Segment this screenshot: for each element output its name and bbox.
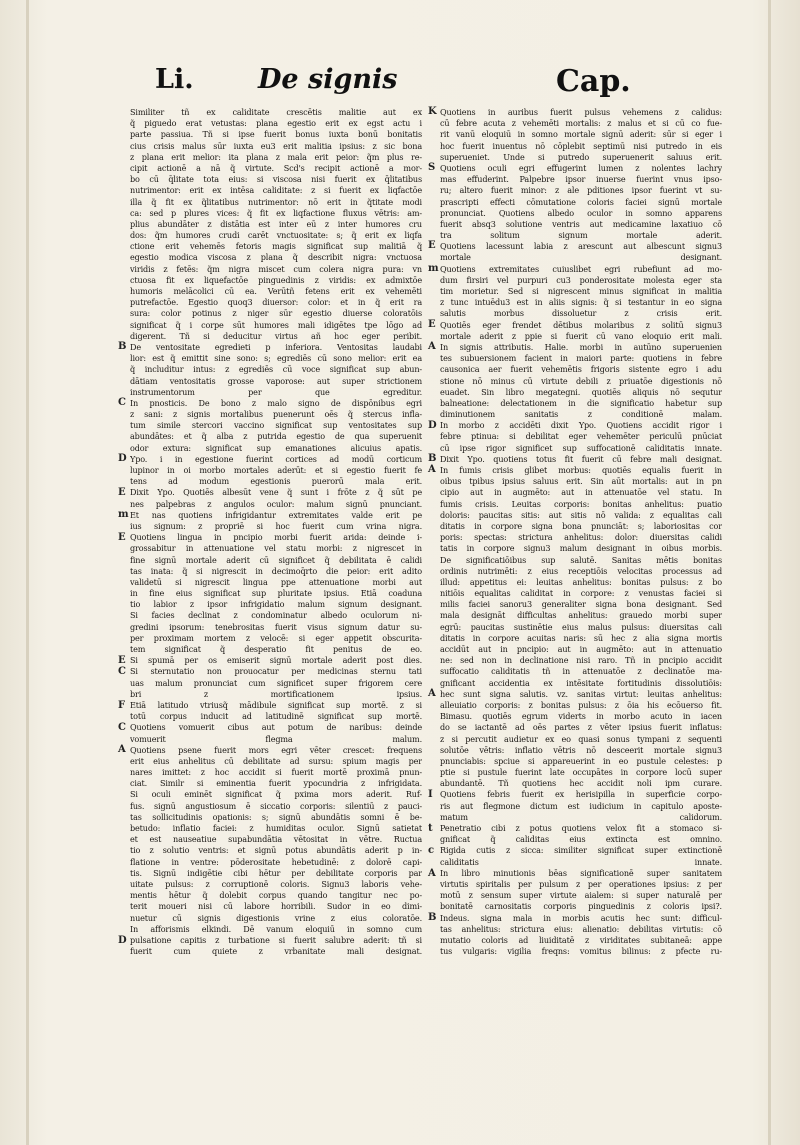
text-line: tra solitum signum mortale aderit. <box>440 230 722 241</box>
text-line: balneatione: delectationem in die significatio habetur sup <box>440 397 722 408</box>
text-line: Similiter tñ ex caliditate crescētis malitie aut ex <box>130 107 422 117</box>
text-line: Quotiēs eger frendet dētibus molaribus z solitū signu3 <box>440 319 722 330</box>
text-line: fus. signū angustiosum ē siccatio corporis: silentiū z pauci- <box>130 800 422 811</box>
text-line: ne: sed non in declinatione nisi raro. Tñ in pncipio accidit <box>440 655 722 666</box>
text-line: tus vulgaris: vigilia freqns: vomitus bilinus: z pfecte ru- <box>440 946 722 957</box>
text-line: tum simile stercori vaccino significat sup ventositates sup <box>130 420 422 431</box>
text-line: egrū: paucitas sustinētie eius malus pulsus: diuersitas cali <box>440 621 722 632</box>
text-line: fuerit cum quiete z vrbanitate mali designat. <box>130 946 422 957</box>
text-line: pronunciat. Quotiens albedo oculor in somno apparens <box>440 207 722 218</box>
text-line: hoc fuerit inuentus nō cōplebit septimū nisi putredo in eis <box>440 140 722 151</box>
text-line: Quotiens lingua in pncipio morbi fuerit arida: deinde i- <box>130 532 422 543</box>
text-line: Bimasu. quotiēs egrum viderts in morbo acuto in iacen <box>440 711 722 722</box>
text-line: et est nauseatiue supabundātia vētositat in vētre. Ructua <box>130 834 422 845</box>
text-line: matum calidorum. <box>440 811 722 822</box>
text-line: mala designāt difficultas anhelitus: grauedo morbi super <box>440 610 722 621</box>
text-line: In afforismis elkindi. Dē vanum eloquiū in somno cum <box>130 923 422 934</box>
text-line: cū ipse rigor significet sup suffocationē caliditatis innate. <box>440 442 722 453</box>
text-line: Quotiens extremitates cuiuslibet egri rubefiunt ad mo- <box>440 263 722 274</box>
text-line: Quotiens febris fuerit ex herisipilla in superficie corpo- <box>440 789 722 800</box>
text-line: cipio aut in augmēto: aut in attenuatōe vel statu. In <box>440 487 722 498</box>
text-line: rit vanū eloquiū in somno mortale signū aderit: sūr si eger i <box>440 129 722 140</box>
text-line: tas anhelitus: strictura eius: alienatio: debilitas virtutis: cō <box>440 923 722 934</box>
text-line: pnunciabis: spciue si appareuerint in eo pustule celestes: p <box>440 755 722 766</box>
text-line: egestio modica viscosa z plana q̃ describit nigra: vnctuosa <box>130 252 422 263</box>
text-line: mentis hētur q̃ dolebit corpus quando tangitur nec po- <box>130 890 422 901</box>
text-line: nitiōis equalitas caliditat in corpore: z venustas faciei si <box>440 588 722 599</box>
text-line: ptie si pustule fuerint late occupātes in corpore locū super <box>440 767 722 778</box>
marginal-letter: A <box>428 464 436 476</box>
text-line: nes palpebras z angulos oculor: malum signū pnunciant. <box>130 498 422 509</box>
text-line: diminutionem sanitatis z conditionē malam. <box>440 409 722 420</box>
text-line: in fine eius significat sup pluritate ipsius. Etiā coaduna <box>130 588 422 599</box>
text-line: bri z mortificationem ipsius. <box>130 688 422 699</box>
text-line: Quotiens in auribus fuerit pulsus vehemens z calidus: <box>440 107 722 117</box>
text-line: Penetratio cibi z potus quotiens velox fit a stomaco si- <box>440 823 722 833</box>
text-line: grossabitur in attenuatione vel statu morbi: z nigrescet in <box>130 543 422 554</box>
marginal-letter: A <box>428 867 436 879</box>
text-line: tim morietur. Sed si nigrescent minus significat in malitia <box>440 286 722 296</box>
text-line: milis faciei sanoru3 generaliter signa bona designant. Sed <box>440 599 722 610</box>
text-line: gnificant accidentia ex intēsitate fortitudinis dissolutiōis: <box>440 677 722 688</box>
text-line: dum firsiri vel purpuri cu3 ponderositate molesta eger sta <box>440 274 722 285</box>
text-line: abundātes: et q̃ alba z putrida egestio de qua superuenit <box>130 431 422 442</box>
right-text-column <box>440 107 722 957</box>
text-line: cū febre acuta z vehemēti mortalis: z malus et si cū co fue- <box>440 118 722 129</box>
text-line: vomuerit flegma malum. <box>130 733 422 744</box>
text-line: validetū si nigrescit lingua ppe attenuatione morbi aut <box>130 576 422 587</box>
text-line: De ventositate egredieti p inferiora. Ventositas laudabi <box>130 341 422 352</box>
text-line: parte passiua. Tñ si ipse fuerit bonus iuxta bonū bonitatis <box>130 129 422 140</box>
text-line: dātiam ventositatis grosse vaporose: aut super strictionem <box>130 375 422 386</box>
text-line: nares imittet: z hoc accidit si fuerit mortē proximā pnun- <box>130 767 422 778</box>
text-line: mutatio coloris ad liuiditatē z viriditates subitaneā: appe <box>440 934 722 945</box>
text-line: salutis morbus dissoluetur z crisis erit. <box>440 308 722 319</box>
text-line: alleuiatio corporis: z bonitas pulsus: z ōia his ecōuerso fit. <box>440 699 722 710</box>
text-line: fine signū mortale aderit cū significet q̃ debilitata ē calidi <box>130 554 422 565</box>
marginal-letter: B <box>428 912 437 924</box>
text-line: tio z solutio ventris: et signū potus abundātis aderit p in- <box>130 845 422 856</box>
text-line: tens ad modum egestionis puerorū mala erit. <box>130 476 422 487</box>
marginal-letter: E <box>428 240 436 252</box>
text-line: viridis z fetēs: q̃m nigra miscet cum colera nigra pura: vn <box>130 263 422 274</box>
text-line: Quotiens psene fuerit mors egri vēter crescet: frequens <box>130 744 422 755</box>
marginal-letter: D <box>428 419 437 431</box>
text-line: febre ptinua: si debilitat eger vehemēter periculū pnūciat <box>440 431 722 442</box>
marginal-letter: E <box>118 486 126 498</box>
text-line: ius signum: z propriē si hoc fuerit cum vrina nigra. <box>130 520 422 531</box>
marginal-letter: B <box>118 341 127 353</box>
text-line: sura: color potinus z niger sūr egestio diuerse coloratōis <box>130 308 422 319</box>
marginal-letter: C <box>118 397 126 409</box>
text-line: fumis crisis. Leuitas corporis: bonitas anhelitus: puatio <box>440 498 722 509</box>
text-line: cipit actionē a nā q̃ virtute. Scd's recipit actionē a mor- <box>130 162 422 173</box>
marginal-letter: F <box>118 699 126 711</box>
text-line: ru; altero fuerit minor: z ale pditiones ipsor fuerint vt su- <box>440 185 722 196</box>
text-line: z sani: z signis mortalibus puenerunt oēs q̃ stercus infla- <box>130 409 422 420</box>
text-line: do se iactantē ad oēs partes z vēter ipsius fuerit inflatus: <box>440 722 722 733</box>
text-line: nuetur cū signis digestionis vrine z eius coloratōe. <box>130 912 422 923</box>
text-line: fuerit absq3 solutione ventris aut medicamine laxatiuo cō <box>440 218 722 229</box>
text-line: mortale designant. <box>440 252 722 263</box>
running-title: De signis <box>258 64 398 95</box>
text-line: lupinor in oi morbo mortales aderūt: et si egestio fuerit fe <box>130 465 422 475</box>
text-line: De significatiōibus sup salutē. Sanitas mētis bonitas <box>440 554 722 565</box>
text-line: q̃ includitur intus: z egrediēs cū voce significat sup abun- <box>130 364 422 375</box>
text-line: mas effuderint. Palpebre ipsor inuerse fuerint vnus ipso- <box>440 174 722 185</box>
text-line: ctuosa fit ex liquefactōe pinguedinis z viridis: ex admixtōe <box>130 274 422 285</box>
text-line: uitate pulsus: z corruptionē coloris. Signu3 laboris vehe- <box>130 878 422 889</box>
text-line: solutōe vētris: inflatio vētris nō desceerit mortale signu3 <box>440 744 722 755</box>
text-line: ditatis in corpore acuitas naris: sū hec z alia signa mortis <box>440 632 722 643</box>
text-line: Si facies declinat z condominatur albedo oculorum ni- <box>130 610 422 621</box>
text-line: motū z sensum super virtute aialem: si super naturalē per <box>440 890 722 901</box>
text-line: Et nas quotiens infrigidantur extremitates valde erit pe <box>130 509 422 520</box>
text-line: betudo: inflatio faciei: z humiditas oculor. Signū satietat <box>130 823 422 833</box>
marginal-letter: m <box>428 262 439 274</box>
marginal-letter: D <box>118 453 127 465</box>
text-line: plius abundāter z distātia est inter eū z inter humores cru <box>130 218 422 229</box>
marginal-letter: A <box>428 341 436 353</box>
marginal-letter: E <box>428 318 436 330</box>
text-line: z tunc intuēdu3 est in aliis signis: q̃ si testantur in eo signa <box>440 297 722 308</box>
text-line: tas sollicitudinis opationis: s; signū abundātis somni ē be- <box>130 811 422 822</box>
text-line: Si spumā per os emiserit signū mortale aderit post dies. <box>130 655 422 666</box>
text-line: In fumis crisis glibet morbus: quotiēs equalis fuerit in <box>440 465 722 475</box>
text-line: dos: q̃m humores crudi carēt vnctuositate: s; q̃ erit ex liqfa <box>130 230 422 241</box>
text-line: humoris melācolici cū ea. Verūtñ fetens erit ex vehemēti <box>130 286 422 296</box>
text-line: oibus tpibus ipsius saluus erit. Sin aūt mortalis: aut in pn <box>440 476 722 487</box>
text-line: tes subuersionem facient in maiori parte: quotiens in febre <box>440 353 722 364</box>
text-line: Quotiens vomuerit cibus aut potum de naribus: deinde <box>130 722 422 733</box>
text-line: mortale aderit z ppie si fuerit cū vano eloquio erit mali. <box>440 330 722 341</box>
text-line: gredini ipsorum: tenebrositas fuerit visus signum datur su- <box>130 621 422 632</box>
text-line: Ypo. i in egestione fuerint cortices ad modū corticum <box>130 453 422 464</box>
text-line: ca: sed p plures vices: q̃ fit ex liqfactione fluxus vētris: am- <box>130 207 422 218</box>
text-line: prascripti effecti cōmutatione coloris faciei signū mortale <box>440 196 722 207</box>
marginal-letter: A <box>118 744 126 756</box>
text-line: nutrimentor: erit ex intēsa caliditate: z si fuerit ex liqfactōe <box>130 185 422 196</box>
text-line: ciat. Similr si eminentia fuerit ypocundria z infrigidata. <box>130 778 422 789</box>
text-line: z plana erit melior: ita plana z mala erit peior: q̃m plus re- <box>130 151 422 162</box>
text-line: lior: est q̃ emittit sine sono: s; egrediēs cū sono melior: erit ea <box>130 353 422 364</box>
text-line: ditatis in corpore signa bona pnunciāt: s; laboriositas cor <box>440 520 722 531</box>
text-line: Quotiens lacessunt labia z arescunt aut albescunt signu3 <box>440 241 722 252</box>
text-line: z si percutit audietur ex eo quasi sonus tympani z sequenti <box>440 733 722 744</box>
text-line: significat q̃ i corpe sūt humores mali idigētes tpe lōgo ad <box>130 319 422 330</box>
marginal-letter: D <box>118 934 127 946</box>
marginal-letter: E <box>118 654 126 666</box>
text-line: Etiā latitudo vtriusq̃ mādibule significat sup mortē. z si <box>130 699 422 710</box>
text-line: abundantē. Tñ quotiens hec accidit noli ipm curare. <box>440 778 722 789</box>
text-line: causonica aer fuerit vehemētis frigoris sistente egro i adu <box>440 364 722 375</box>
text-line: digerent. Tñ si deducitur virtus añ hoc eger peribit. <box>130 330 422 341</box>
text-line: ctione erit vehemēs fetoris magis significat sup malitiā q̃ <box>130 241 422 252</box>
text-line: ris aut flegmone dictum est iudicium in capitulo aposte- <box>440 800 722 811</box>
right-page-edge <box>768 0 771 1145</box>
text-line: flatione in ventre: pōderositate hebetudinē: z dolorē capi- <box>130 856 422 867</box>
text-line: Indeus. signa mala in morbis acutis hec sunt: difficul- <box>440 912 722 923</box>
marginal-letter: c <box>428 845 435 857</box>
marginal-letter: C <box>118 666 126 677</box>
text-line: stione nō minus cū virtute debili z priuatōe digestionis nō <box>440 375 722 386</box>
marginal-letter: K <box>428 106 437 117</box>
text-line: euadet. Sin libro megategni. quotiēs aliquis nō sequtur <box>440 386 722 397</box>
text-line: caliditatis innate. <box>440 856 722 867</box>
marginal-letter: E <box>118 531 126 543</box>
marginal-letter: t <box>428 822 433 834</box>
text-line: tas inata: q̃ si nigrescit in decimoq̄rto die peior: erit adito <box>130 565 422 576</box>
text-line: illa q̃ fit ex q̃litatibus nutrimentor: nō erit in q̃titate modi <box>130 196 422 207</box>
text-line: odor extura: significat sup emanationes alicuius apatis. <box>130 442 422 453</box>
text-line: terit moueri nisi cū labore horribili. Sudor in eo dimi- <box>130 901 422 912</box>
text-line: Dixit Ypo. Quotiēs albesūt vene q̃ sunt i frōte z q̃ sūt pe <box>130 487 422 498</box>
text-line: Quotiens oculi egri effugerint lumen z nolentes lachry <box>440 162 722 173</box>
text-line: tis. Signū indigētie cibi hētur per debilitate corporis par <box>130 867 422 878</box>
text-line: per proximam mortem z velocē: si eger appetit obscurita- <box>130 632 422 643</box>
text-line: In signis attributis. Halie. morbi in autūno superuenien <box>440 341 722 352</box>
text-line: Si sternutatio non prouocatur per medicinas sternu tati <box>130 666 422 677</box>
left-page-edge <box>26 0 29 1145</box>
text-line: q̃ piguedo erat vetustas: plana egestio erit ex egst actu i <box>130 118 422 129</box>
text-line: In libro minutionis bēas significationē super sanitatem <box>440 867 722 878</box>
marginal-letter: B <box>428 453 437 465</box>
text-line: Dixit Ypo. quotiens totus fit fuerit cū febre mali designat. <box>440 453 722 464</box>
text-line: tio labior z ipsor infrigidatio malum signum designant. <box>130 599 422 610</box>
text-line: putrefactōe. Egestio quoq3 diuersor: color: et in q̃ erit ra <box>130 297 422 308</box>
text-line: Rigida cutis z sicca: similiter significat super extinctionē <box>440 845 722 856</box>
text-line: doloris: paucitas sitis: aut sitis nō valida: z equalitas cali <box>440 509 722 520</box>
text-line: superueniet. Unde si putredo superuenerit saluus erit. <box>440 151 722 162</box>
text-line: tem significat q̃ desperatio fit penitus de eo. <box>130 644 422 654</box>
left-text-column <box>130 107 422 957</box>
text-line: erit eius anhelitus cū debilitate ad sursu: spium magis per <box>130 755 422 766</box>
text-line: Si oculi eminēt significat q̃ pxima mors aderit. Ruf- <box>130 789 422 800</box>
text-line: pulsatione capitis z turbatione si fuerit salubre aderit: tñ si <box>130 934 422 945</box>
marginal-letter: C <box>118 722 126 733</box>
text-line: tatis in corpore signu3 malum designant in oibus morbis. <box>440 543 722 554</box>
text-line: bo cū q̄litate tota eius: si viscosa nisi fuerit ex q̄litatibus <box>130 174 422 185</box>
text-line: bonitatē carnositatis corporis pinguedinis z coloris ipsi?. <box>440 901 722 912</box>
text-line: hec sunt signa salutis. vz. sanitas virtut: leuitas anhelitus: <box>440 688 722 699</box>
text-line: virtutis spiritalis per pulsum z per operationes ipsius: z per <box>440 878 722 889</box>
marginal-letter: m <box>118 509 129 521</box>
marginal-letter: A <box>428 688 436 700</box>
text-line: In pnosticis. De bono z malo signo de dispōnibus egri <box>130 397 422 408</box>
text-line: totū corpus inducit ad latitudinē significat sup mortē. <box>130 711 422 722</box>
text-line: ordinis nutrimēti: z eius receptiōis velocitas processus ad <box>440 565 722 576</box>
text-line: gnificat q̃ caliditas eius extincta est omnino. <box>440 834 722 845</box>
marginal-letter: S <box>428 162 436 173</box>
chapter-label: Cap. <box>556 64 631 99</box>
marginal-letter: I <box>428 789 433 801</box>
text-line: accidūt aut in pncipio: aut in augmēto: aut in attenuatio <box>440 644 722 654</box>
text-line: instrumentorum per que egreditur. <box>130 386 422 397</box>
text-line: suffocatio caliditatis tñ in attenuatōe z declinatōe ma- <box>440 666 722 677</box>
text-line: illud: appetitus ei: leuitas anhelitus: bonitas pulsus: z bo <box>440 576 722 587</box>
text-line: uas malum pronunciat cum significet super frigorem cere <box>130 677 422 688</box>
text-line: cius crisis malus sūr iuxta eu3 erit malitia ipsius: z sic bona <box>130 140 422 151</box>
text-line: In morbo z accidēti dixit Ypo. Quotiens accidit rigor i <box>440 420 722 431</box>
folio-number: Li. <box>155 64 194 95</box>
text-line: poris: spectas: strictura anhelitus: dolor: diuersitas calidi <box>440 532 722 543</box>
